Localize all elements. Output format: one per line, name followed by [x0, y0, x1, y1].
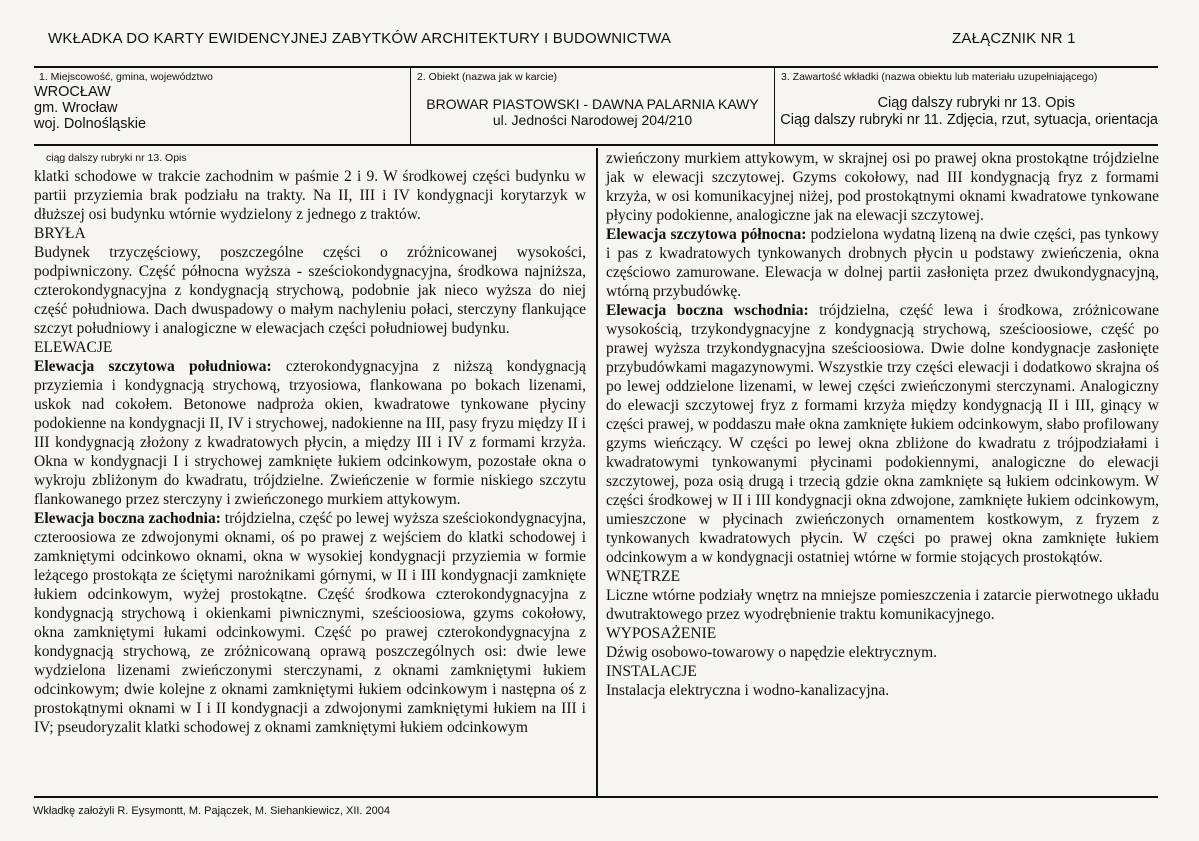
heading-bryla: BRYŁA — [34, 225, 86, 242]
south-elevation-text: czterokondygnacyjna z niższą kondygnacją przyziemia i kondygnacją strychową, trzyosiowa, flankowana po bokach lizenami, uskok nad cokołem. Betonowe nadproża okien, kwadratowe tynkowane płyciny podokienne na kondygnacji II, IV i strychowej, nadokienne na III, pasy fryzu między II i III kondygnacją złożony z kwadratowych płycin, a między III i IV z formami krzyża. Okna w kondygnacji I i strychowej zamknięte łukiem odcinkowym, pozostałe okna o wykroju zbliżonym do kwadratu, trójdzielne. Zwieńczenie w formie niskiego szczytu flankowanego przez sterczyny i zwieńczonego murkiem attykowym. — [34, 358, 586, 508]
info-table — [34, 66, 1158, 146]
object-address: ul. Jedności Narodowej 204/210 — [492, 112, 693, 128]
form-title: WKŁADKA DO KARTY EWIDENCYJNEJ ZABYTKÓW ARCHITEKTURY I BUDOWNICTWA — [48, 30, 672, 47]
object-value — [411, 96, 774, 128]
heading-wnetrze: WNĘTRZE — [606, 568, 681, 585]
object-label: 2. Obiekt (nazwa jak w karcie) — [417, 71, 558, 83]
heading-elewacje: ELEWACJE — [34, 339, 113, 356]
north-elevation-label: Elewacja szczytowa północna: — [606, 226, 807, 243]
south-elevation-label: Elewacja szczytowa południowa: — [34, 358, 272, 375]
north-elevation-text: podzielona wydatną lizeną na dwie części, pas tynkowy i pas z kwadratowych tynkowanych drobnych płycin u podstawy zwieńczenia, okna częściowo zamurowane. Elewacja w dolnej partii zasłonięta przez dwukondygnacyjną, wtórną przybudówkę. — [606, 226, 1159, 300]
paragraph-instalacje: Instalacja elektryczna i wodno-kanalizacyjna. — [606, 682, 890, 699]
contents-line-2: Ciąg dalszy rubryki nr 11. Zdjęcia, rzut, sytuacja, orientacja — [780, 112, 1158, 128]
annex-number: ZAŁĄCZNIK NR 1 — [952, 30, 1076, 47]
locality-commune: gm. Wrocław — [34, 100, 118, 116]
column-divider — [596, 148, 598, 796]
footer-authors: Wkładkę założyli R. Eysymontt, M. Pajączek, M. Siehankiewicz, XII. 2004 — [33, 805, 391, 817]
paragraph-bryla: Budynek trzyczęściowy, poszczególne części o zróżnicowanej wysokości, podpiwniczony. Część północna wyższa - sześciokondygnacyjna, środkowa najniższa, czterokondygnacyjna z kondygnacją strychową, podobnie jak nieco wyższa do niej część południowa. Dach dwuspadowy o małym nachyleniu połaci, sterczyny flankujące szczyt południowy i analogiczne w elewacjach części południowej budynku. — [34, 244, 586, 337]
contents-cell — [775, 68, 1158, 144]
paragraph-wnetrze: Liczne wtórne podziały wnętrz na mniejsze pomieszczenia i zatarcie pierwotnego układu dwutraktowego przez wyodrębnienie traktu komunikacyjnego. — [606, 587, 1159, 623]
right-column — [606, 149, 1159, 700]
locality-city: WROCŁAW — [34, 84, 111, 100]
object-name: BROWAR PIASTOWSKI - DAWNA PALARNIA KAWY — [426, 96, 759, 112]
heading-wyposazenie: WYPOSAŻENIE — [606, 625, 717, 642]
east-elevation-label: Elewacja boczna wschodnia: — [606, 302, 809, 319]
heading-instalacje: INSTALACJE — [606, 663, 697, 680]
left-column — [34, 167, 586, 737]
locality-cell — [34, 68, 411, 144]
bottom-rule — [34, 796, 1158, 798]
object-cell — [411, 68, 775, 144]
paragraph-west-elevation — [34, 509, 586, 737]
contents-label: 3. Zawartość wkładki (nazwa obiektu lub materiału uzupełniającego) — [781, 71, 1098, 83]
paragraph-east-elevation — [606, 301, 1159, 567]
contents-line-1: Ciąg dalszy rubryki nr 13. Opis — [877, 95, 1075, 111]
paragraph-layout: klatki schodowe w trakcie zachodnim w paśmie 2 i 9. W środkowej części budynku w partii przyziemia brak podziału na trakty. Na II, III i IV kondygnacji korytarzyk w dłuższej osi budynku wtórnie wydzielony z jednego z traktów. — [34, 168, 586, 223]
paragraph-west-continued: zwieńczony murkiem attykowym, w skrajnej osi po prawej okna prostokątne trójdzielne jak w elewacji szczytowej. Gzyms cokołowy, nad III kondygnacją fryz z formami krzyża, w osi komunikacyjnej niżej, pod prostokątnymi oknami kwadratowe tynkowane płyciny podokienne, analogiczne jak na elewacji szczytowej. — [606, 150, 1159, 224]
locality-voivodeship: woj. Dolnośląskie — [34, 116, 147, 132]
paragraph-south-elevation — [34, 357, 586, 509]
contents-value — [775, 95, 1158, 129]
west-elevation-text: trójdzielna, część po lewej wyższa sześciokondygnacyjna, czteroosiowa ze zdwojonymi oknami, oś po prawej z wejściem do klatki schodowej i zamkniętymi odcinkowo oknami, okna w wysokiej kondygnacji przyziemia w formie leżącego prostokąta ze ściętymi narożnikami górnymi, w II i III kondygnacji zamknięte łukiem odcinkowym, wyżej prostokątne. Część środkowa czterokondygnacyjna z kondygnacją strychową i okienkami piwnicznymi, sześcioosiowa, gzyms cokołowy, okna zamkniętymi łukami odcinkowymi. Część po prawej czterokondygnacyjna z kondygnacją strychową, ze zróżnicowaną oprawą poszczególnych osi: dwie lewe wydzielona lizenami zwieńczonymi sterczynami, z oknami zamkniętymi łukiem odcinkowym; dwie kolejne z oknami zamkniętymi łukiem odcinkowym i następna oś z prostokątnymi oknami w I i II kondygnacji a zdwojonymi zamkniętymi łukiem na III i IV; pseudoryzalit klatki schodowej z oknami zamkniętymi łukiem odcinkowym — [34, 510, 586, 736]
continuation-note: ciąg dalszy rubryki nr 13. Opis — [46, 152, 187, 164]
locality-value — [34, 84, 146, 132]
paragraph-north-elevation — [606, 225, 1159, 301]
locality-label: 1. Miejscowość, gmina, województwo — [39, 71, 213, 83]
east-elevation-text: trójdzielna, część lewa i środkowa, zróżnicowane wysokością, trzykondygnacyjne z kondygnacją strychową, sześcioosiowe, część po prawej wyższa trzykondygnacyjna sześcioosiowa. Dwie dolne kondygnacje zasłonięte przybudówkami magazynowymi. Wszystkie trzy części elewacji i dodatkowo skrajna oś po lewej oddzielone lizenami, w lewej części zwieńczonymi sterczynami. Analogiczny do elewacji szczytowej fryz z formami krzyża między kondygnacją II i III, ginący w części prawej, w poddaszu małe okna zamknięte łukiem odcinkowym, słabo profilowany gzyms wieńczący. W części po lewej okna zbliżone do kwadratu z trójpodziałami i kwadratowymi tynkowanymi płycinami podokiennymi, analogiczne do elewacji szczytowej, poza osią drugą i trzecią gdzie okna zamknięte są łukiem odcinkowym. W części środkowej w II i III kondygnacji okna zdwojone, zamknięte łukiem odcinkowym, umieszczone w płycinach zwieńczonych ornamentem kostkowym, z fryzem z tynkowanych kwadratowych płycin. W części po prawej okna zamknięte łukiem odcinkowym a w kondygnacji ostatniej wtórne w formie stojących prostokątów. — [606, 302, 1159, 566]
paragraph-wyposazenie: Dźwig osobowo-towarowy o napędzie elektrycznym. — [606, 644, 937, 661]
west-elevation-label: Elewacja boczna zachodnia: — [34, 510, 221, 527]
